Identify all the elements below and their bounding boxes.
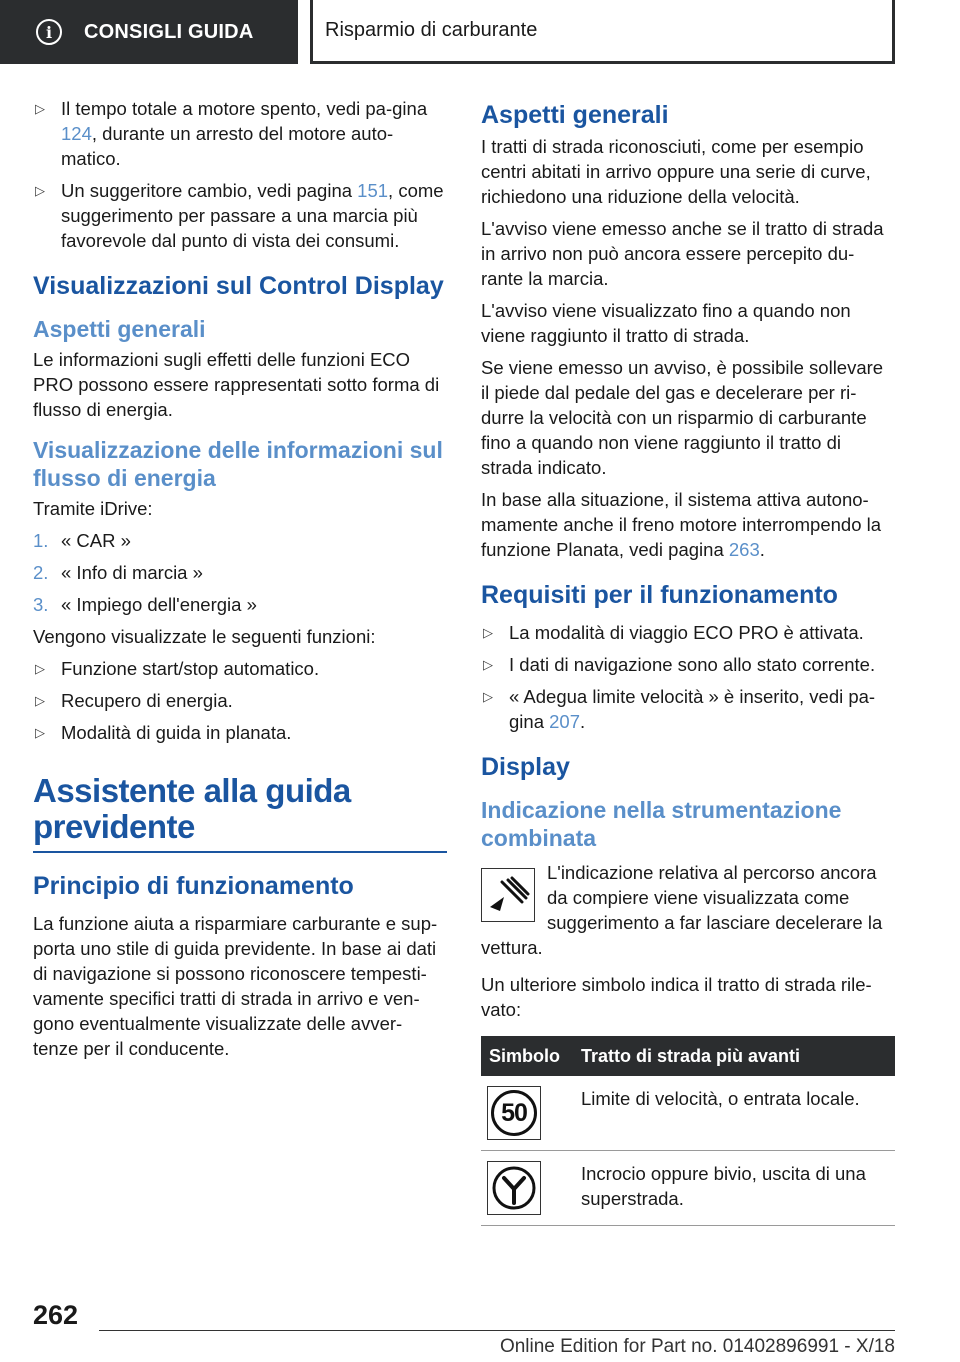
coasting-hint-icon (481, 868, 535, 922)
list-item: ▷ Un suggeritore cambio, vedi pagina 151, come suggerimento per passare a una marcia più favorevole dal punto di vista dei consumi. (35, 180, 444, 251)
list-item: ▷ I dati di navigazione sono allo stato corrente. (483, 654, 876, 675)
triangle-bullet-icon: ▷ (483, 625, 493, 640)
list-item: ▷ Funzione start/stop automatico. (35, 658, 320, 679)
info-icon: i (36, 19, 62, 45)
table-header-row (481, 1036, 895, 1076)
triangle-bullet-icon: ▷ (35, 183, 45, 198)
right-column (481, 100, 895, 1226)
heading-general: Aspetti generali (33, 316, 206, 342)
paragraph: In base alla situazione, il sistema attiva autono-mamente anche il freno motore interrompendo la funzione Planata, vedi pagina 263. (481, 489, 882, 560)
triangle-bullet-icon: ▷ (35, 693, 45, 708)
bullet-list-top (33, 96, 447, 253)
heading-requirements: Requisiti per il funzionamento (481, 581, 838, 609)
list-item: ▷ Recupero di energia. (35, 690, 233, 711)
symbol-table (481, 1036, 895, 1226)
requirement-list (481, 620, 895, 734)
list-item: ▷ Il tempo totale a motore spento, vedi pa-gina 124, durante un arresto del motore auto-matico. (35, 98, 428, 169)
list-item: ▷ La modalità di viaggio ECO PRO è attivata. (483, 622, 864, 643)
triangle-bullet-icon: ▷ (35, 101, 45, 116)
paragraph: Se viene emesso un avviso, è possibile sollevare il piede dal pedale del gas e decelerare per ri-durre la velocità con un risparmio di carburante fino a quando non viene raggiunto il tratto di strada indicato. (481, 357, 884, 478)
heading-principle: Principio di funzionamento (33, 872, 354, 900)
left-column (33, 96, 447, 1068)
paragraph: L'avviso viene emesso anche se il tratto di strada in arrivo non può ancora essere percepito du-rante la marcia. (481, 218, 884, 289)
footer-divider (99, 1330, 895, 1331)
page-link-124[interactable]: 124 (61, 123, 92, 144)
list-item: ▷ « Adegua limite velocità » è inserito, vedi pa-gina 207. (483, 686, 876, 732)
table-header-section: Tratto di strada più avanti (573, 1036, 895, 1076)
list-item: ▷ Modalità di guida in planata. (35, 722, 292, 743)
paragraph: Un ulteriore simbolo indica il tratto di strada rile-vato: (481, 974, 872, 1020)
list-item: 3. « Impiego dell'energia » (33, 594, 257, 615)
triangle-bullet-icon: ▷ (35, 661, 45, 676)
triangle-bullet-icon: ▷ (483, 657, 493, 672)
page-number: 262 (33, 1300, 79, 1330)
chapter-title: Risparmio di carburante (325, 19, 538, 41)
heading-energy-flow: Visualizzazione delle informazioni sul flusso di energia (33, 437, 443, 491)
list-item: 1. « CAR » (33, 530, 131, 551)
table-header-symbol: Simbolo (481, 1036, 573, 1076)
heading-assistant: Assistente alla guida previdente (33, 773, 447, 853)
heading-control-display: Visualizzazioni sul Control Display (33, 272, 444, 300)
page-link-151[interactable]: 151 (357, 180, 389, 201)
paragraph: La funzione aiuta a risparmiare carburante e sup-porta uno stile di guida previdente. In base ai dati di navigazione si possono riconoscere tempesti-vamente specifici tratti di strada in arrivo e ven-gono eventualmente visualizzate delle avver-tenze per il conducente. (33, 913, 438, 1059)
step-list (33, 528, 447, 617)
paragraph: I tratti di strada riconosciuti, come per esempio centri abitati in arrivo oppure una serie di curve, richiedono una riduzione della velocità. (481, 136, 871, 207)
page-link-207[interactable]: 207 (549, 711, 580, 732)
section-header (0, 0, 298, 64)
paragraph: Le informazioni sugli effetti delle funzioni ECO PRO possono essere rappresentati sotto forma di flusso di energia. (33, 349, 440, 420)
paragraph: Tramite iDrive: (33, 498, 153, 519)
table-row: Incrocio oppure bivio, uscita di una superstrada. (481, 1151, 895, 1226)
junction-sign-icon (487, 1161, 541, 1215)
chapter-header (311, 0, 895, 64)
table-row: 50 Limite di velocità, o entrata locale. (481, 1076, 895, 1151)
heading-display: Display (481, 753, 570, 781)
paragraph: Vengono visualizzate le seguenti funzioni: (33, 626, 376, 647)
paragraph: L'avviso viene visualizzato fino a quando non viene raggiunto il tratto di strada. (481, 300, 851, 346)
triangle-bullet-icon: ▷ (35, 725, 45, 740)
section-title: CONSIGLI GUIDA (84, 20, 254, 43)
function-list (33, 656, 447, 745)
page-link-263[interactable]: 263 (728, 539, 760, 560)
indication-block: L'indicazione relativa al percorso ancora da compiere viene visualizzata come suggerimento a far lasciare decelerare la vettura. (481, 862, 883, 958)
edition-note: Online Edition for Part no. 01402896991 - X/18 (499, 1336, 895, 1357)
list-item: 2. « Info di marcia » (33, 562, 203, 583)
heading-indication: Indicazione nella strumentazione combinata (481, 797, 842, 851)
speed-limit-sign-icon: 50 (487, 1086, 541, 1140)
heading-general-right: Aspetti generali (481, 101, 669, 129)
triangle-bullet-icon: ▷ (483, 689, 493, 704)
